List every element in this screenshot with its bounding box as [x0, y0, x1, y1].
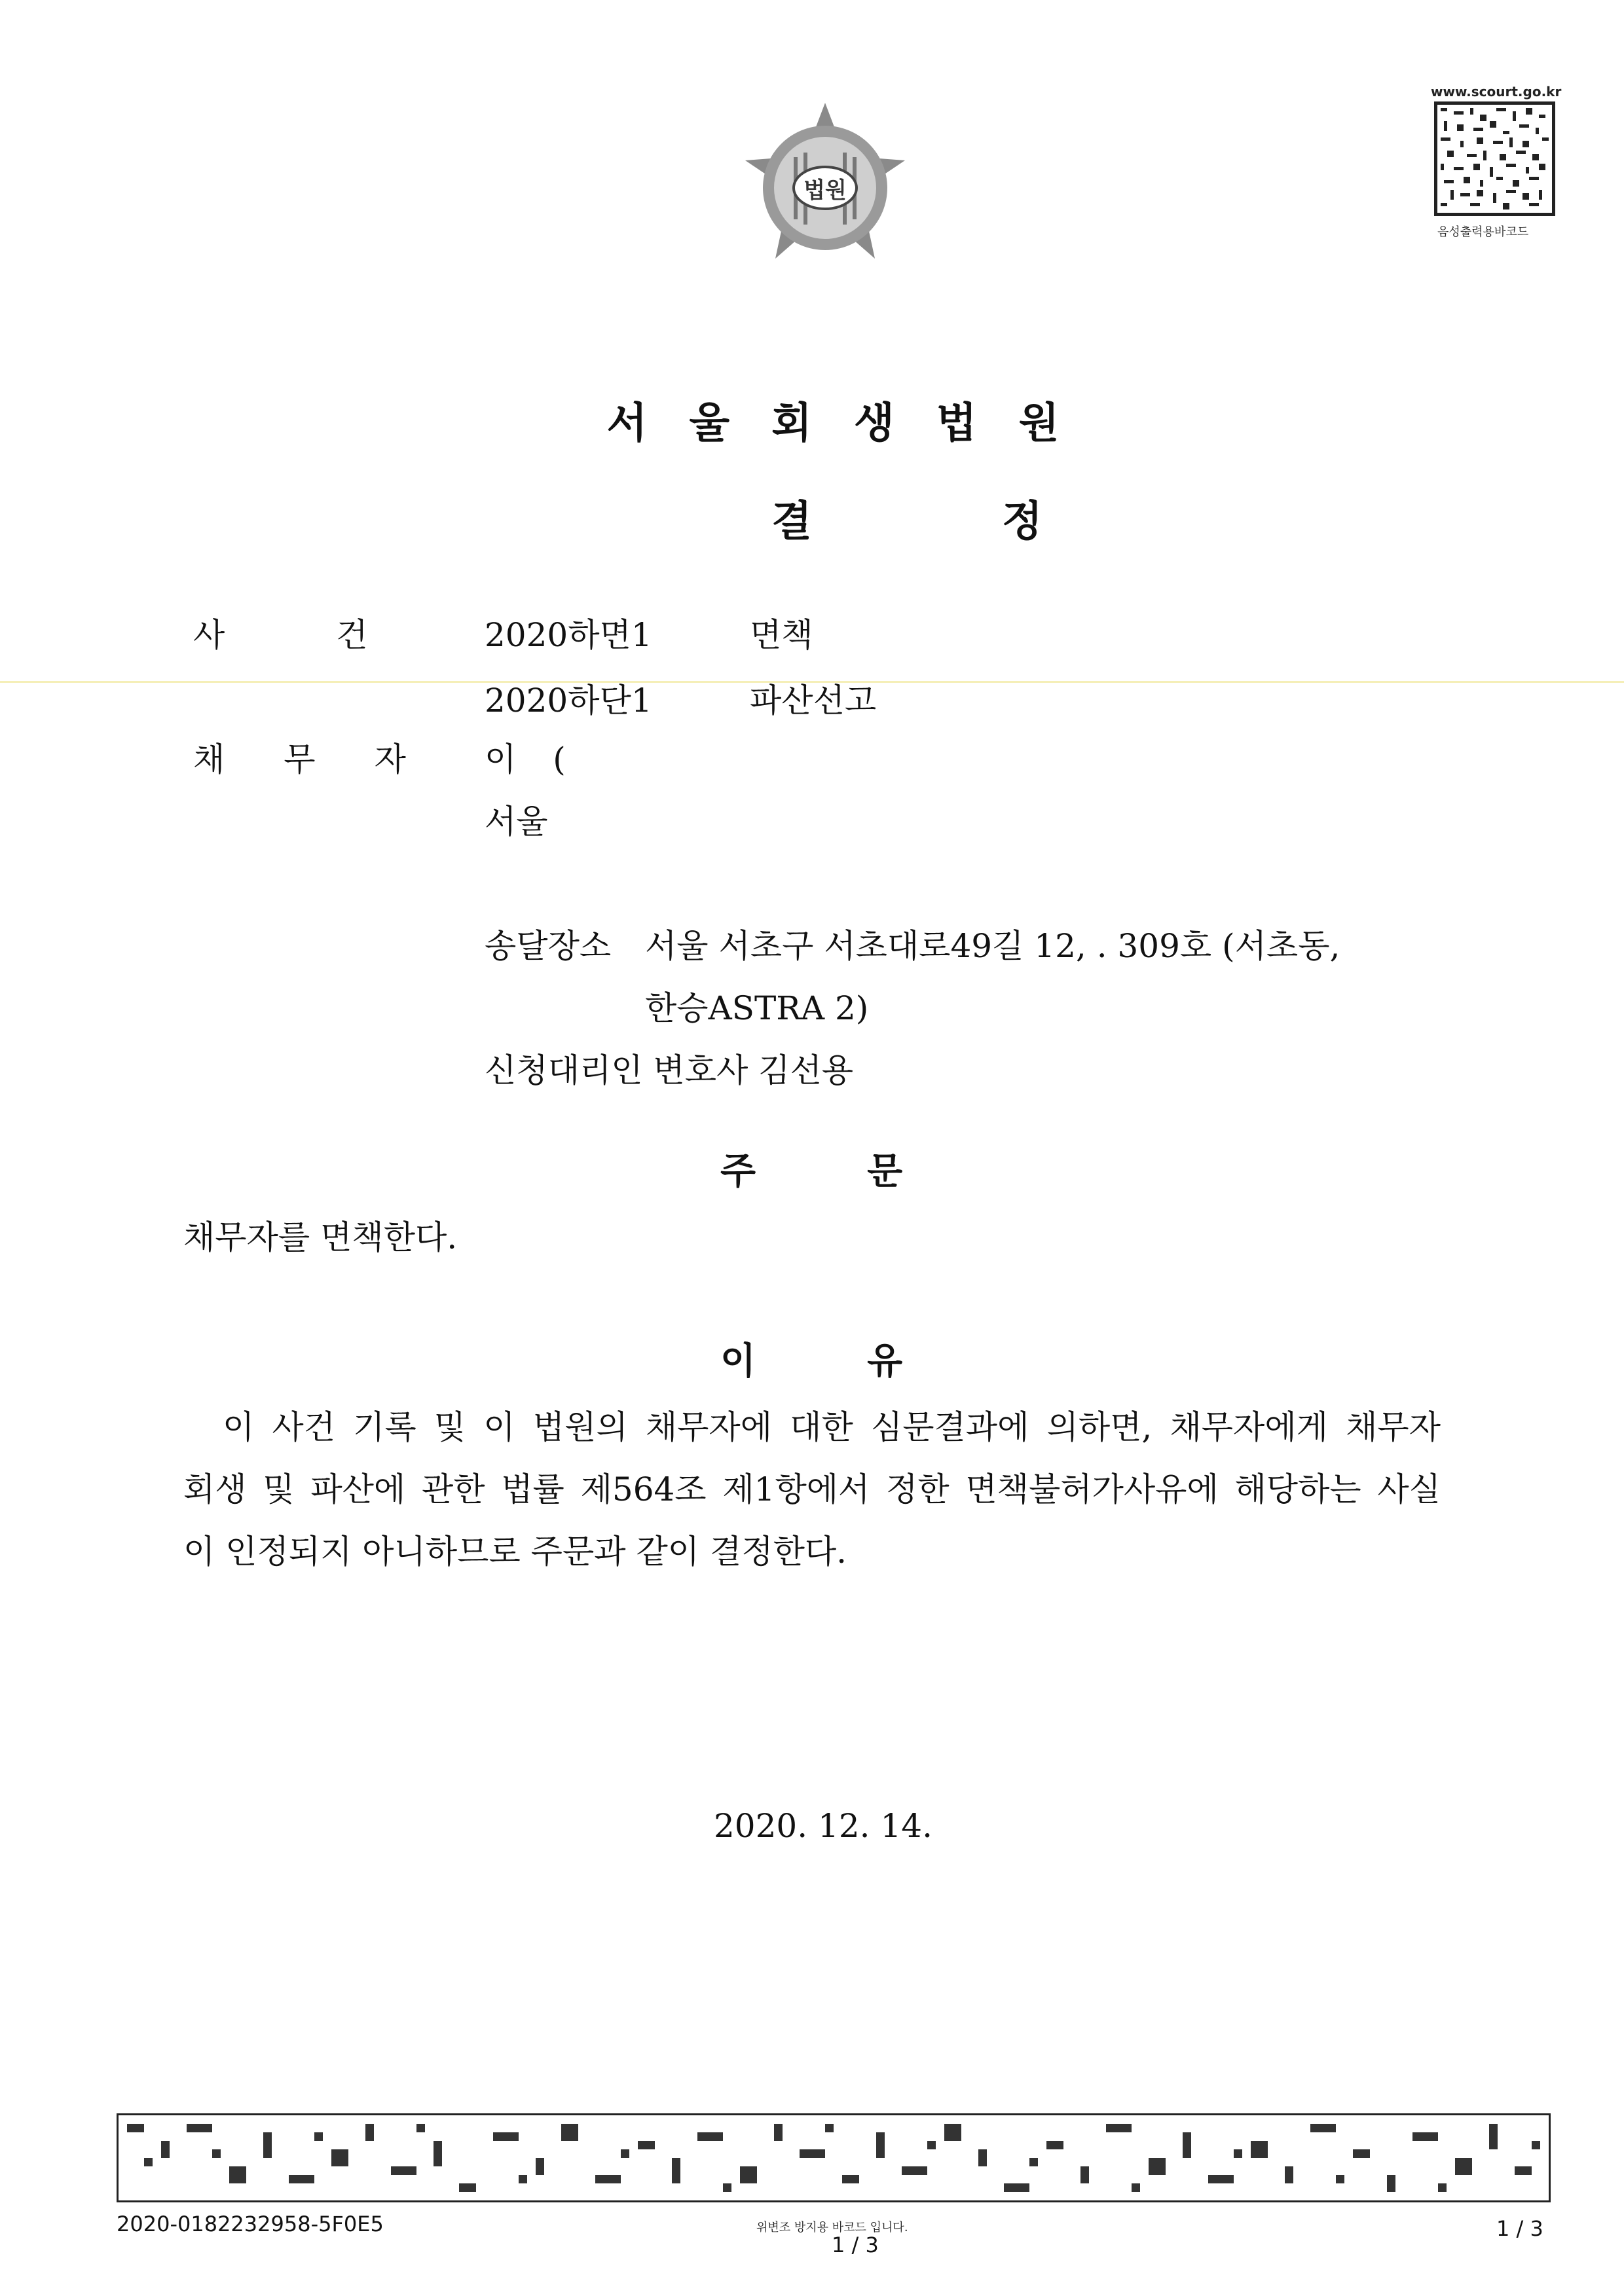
delivery-address-line1: 서울 서초구 서초대로49길 12, . 309호 (서초동, — [645, 927, 1340, 965]
qr-label: 음성출력용바코드 — [1437, 225, 1529, 239]
page-number-center: 1 / 3 — [832, 2232, 879, 2257]
page-number-right: 1 / 3 — [1496, 2216, 1543, 2241]
delivery-label: 송달장소 — [485, 927, 612, 965]
debtor-label: 채무자 — [193, 740, 465, 778]
reason-heading: 이유 — [720, 1340, 1014, 1383]
debtor-name: 이 ( — [485, 740, 566, 778]
order-heading: 주문 — [720, 1150, 1014, 1193]
decision-date: 2020. 12. 14. — [714, 1807, 932, 1845]
document-title: 결정 — [771, 498, 1232, 546]
seal-text: 법원 — [803, 177, 847, 204]
barcode-note: 위변조 방지용 바코드 입니다. — [756, 2221, 908, 2234]
reason-line-1: 이 사건 기록 및 이 법원의 채무자에 대한 심문결과에 의하면, 채무자에게 채무자 — [223, 1408, 1441, 1446]
case-number-2: 2020하단1 — [485, 682, 652, 720]
debtor-address: 서울 — [485, 803, 548, 841]
court-seal-icon — [733, 95, 917, 278]
case-label: 사건 — [193, 616, 479, 654]
qr-url: www.scourt.go.kr — [1431, 84, 1562, 100]
voice-output-qr-code — [1434, 101, 1555, 216]
legal-agent: 신청대리인 변호사 김선용 — [485, 1051, 854, 1089]
delivery-address-line2: 한승ASTRA 2) — [645, 989, 869, 1027]
case-number-1: 2020하면1 — [485, 616, 652, 654]
case-type-2: 파산선고 — [750, 682, 877, 720]
court-name: 서울회생법원 — [606, 399, 1101, 448]
anti-forgery-barcode — [117, 2113, 1551, 2202]
document-code: 2020-0182232958-5F0E5 — [117, 2212, 384, 2236]
order-text: 채무자를 면책한다. — [183, 1218, 458, 1256]
reason-line-3: 이 인정되지 아니하므로 주문과 같이 결정한다. — [183, 1533, 847, 1571]
reason-line-2: 회생 및 파산에 관한 법률 제564조 제1항에서 정한 면책불허가사유에 해당하는 사실 — [183, 1470, 1441, 1508]
case-type-1: 면책 — [750, 616, 813, 654]
